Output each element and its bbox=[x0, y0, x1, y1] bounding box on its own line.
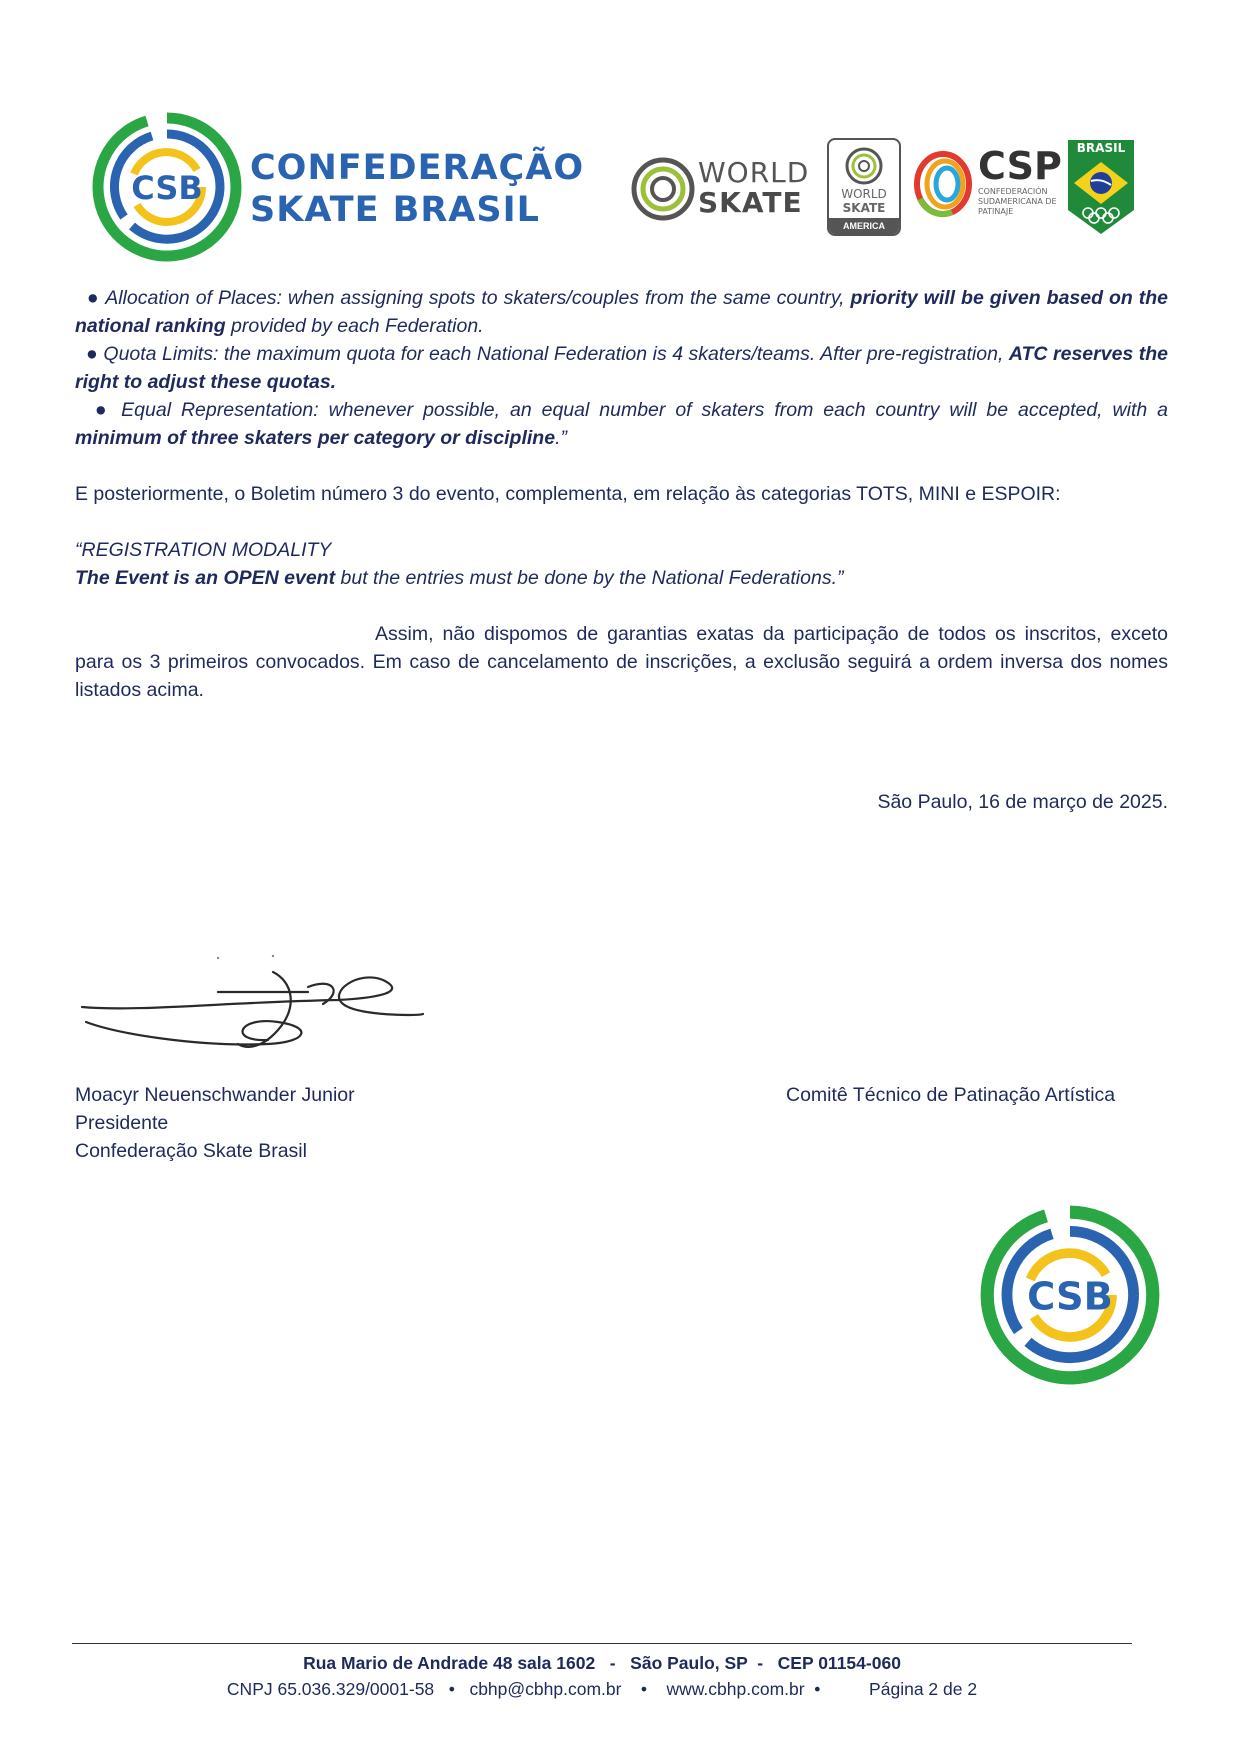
paragraph-boletim bbox=[75, 480, 1168, 508]
brasil-olympic-logo bbox=[1066, 138, 1136, 236]
csb-brand-line2: SKATE BRASIL bbox=[250, 190, 540, 230]
bullet-representation bbox=[75, 396, 1168, 452]
world-skate-line1: WORLD bbox=[698, 156, 810, 189]
bullet-3-bold: minimum of three skaters per category or discipline bbox=[75, 427, 556, 449]
world-skate-logo bbox=[630, 150, 815, 230]
csb-footer-logo bbox=[980, 1205, 1160, 1385]
quote-rest: but the entries must be done by the National Federations.” bbox=[335, 567, 844, 589]
bullet-allocation bbox=[75, 284, 1168, 340]
signer-name: Moacyr Neuenschwander Junior bbox=[75, 1084, 355, 1106]
signer-title: Presidente bbox=[75, 1112, 169, 1134]
csb-brand-line1: CONFEDERAÇÃO bbox=[250, 148, 585, 188]
wsa-swirl-icon bbox=[844, 146, 884, 186]
bullet-glyph: ● bbox=[86, 343, 98, 365]
world-skate-line2: SKATE bbox=[698, 186, 803, 219]
bullet-2-bold: ATC reserves the right to adjust these quotas. bbox=[75, 343, 1169, 393]
quote-block bbox=[75, 536, 1168, 592]
world-skate-swirl-icon bbox=[630, 154, 696, 224]
csp-acronym: CSP bbox=[978, 144, 1062, 188]
footer-address: Rua Mario de Andrade 48 sala 1602 - São Paulo, SP - CEP 01154-060 bbox=[303, 1653, 901, 1673]
quote-line1: “REGISTRATION MODALITY bbox=[75, 539, 332, 561]
brasil-label: BRASIL bbox=[1076, 141, 1126, 155]
csp-logo bbox=[912, 144, 1062, 225]
wsa-line2: SKATE bbox=[842, 201, 886, 215]
boletim-text: E posteriormente, o Boletim número 3 do evento, complementa, em relação às categorias TOTS, MINI e ESPOIR: bbox=[75, 483, 1061, 505]
signature-image bbox=[78, 952, 428, 1062]
paragraph-assim bbox=[75, 620, 1168, 704]
footer-divider bbox=[72, 1643, 1132, 1644]
assim-text: Assim, não dispomos de garantias exatas da participação de todos os inscritos, exceto para os 3 primeiros convocados. Em caso de cancelamento de inscrições, a exclusão seguirá a ordem inversa dos nomes listados acima. bbox=[75, 623, 1168, 701]
quote-bold: The Event is an OPEN event bbox=[75, 567, 336, 589]
csb-mark-text: CSB bbox=[131, 169, 203, 207]
committee-name: Comitê Técnico de Patinação Artística bbox=[786, 1084, 1116, 1106]
wsa-line3: AMERICA bbox=[829, 218, 899, 234]
bullet-1-tail: provided by each Federation. bbox=[225, 315, 484, 337]
csb-ring-icon bbox=[92, 112, 242, 262]
bullet-glyph: ● bbox=[94, 399, 112, 421]
wsa-line1: WORLD bbox=[841, 187, 887, 201]
bullet-3-text: Equal Representation: whenever possible, an equal number of skaters from each country will be accepted, with a bbox=[121, 399, 1169, 421]
signer-org: Confederação Skate Brasil bbox=[75, 1140, 307, 1162]
date-line: São Paulo, 16 de março de 2025. bbox=[877, 791, 1168, 813]
bullet-1-bold: priority will be given based on the national ranking bbox=[75, 287, 1169, 337]
footer-csb-mark: CSB bbox=[1027, 1274, 1113, 1320]
csb-header-logo bbox=[92, 112, 585, 262]
footer-contact: CNPJ 65.036.329/0001-58 • cbhp@cbhp.com.br • www.cbhp.com.br • Página 2 de 2 bbox=[226, 1679, 978, 1699]
bullet-quota bbox=[75, 340, 1168, 396]
bullet-1-text: Allocation of Places: when assigning spots to skaters/couples from the same country, bbox=[105, 287, 851, 309]
bullet-glyph: ● bbox=[86, 287, 100, 309]
bullet-3-tail: .” bbox=[555, 427, 567, 449]
bullet-2-text: Quota Limits: the maximum quota for each National Federation is 4 skaters/teams. After pre-registration, bbox=[103, 343, 1009, 365]
csp-fullname: CONFEDERACIÓN SUDAMERICANA DE PATINAJE bbox=[978, 187, 1057, 216]
world-skate-america-logo bbox=[827, 138, 901, 236]
csp-ring-icon bbox=[912, 149, 974, 219]
